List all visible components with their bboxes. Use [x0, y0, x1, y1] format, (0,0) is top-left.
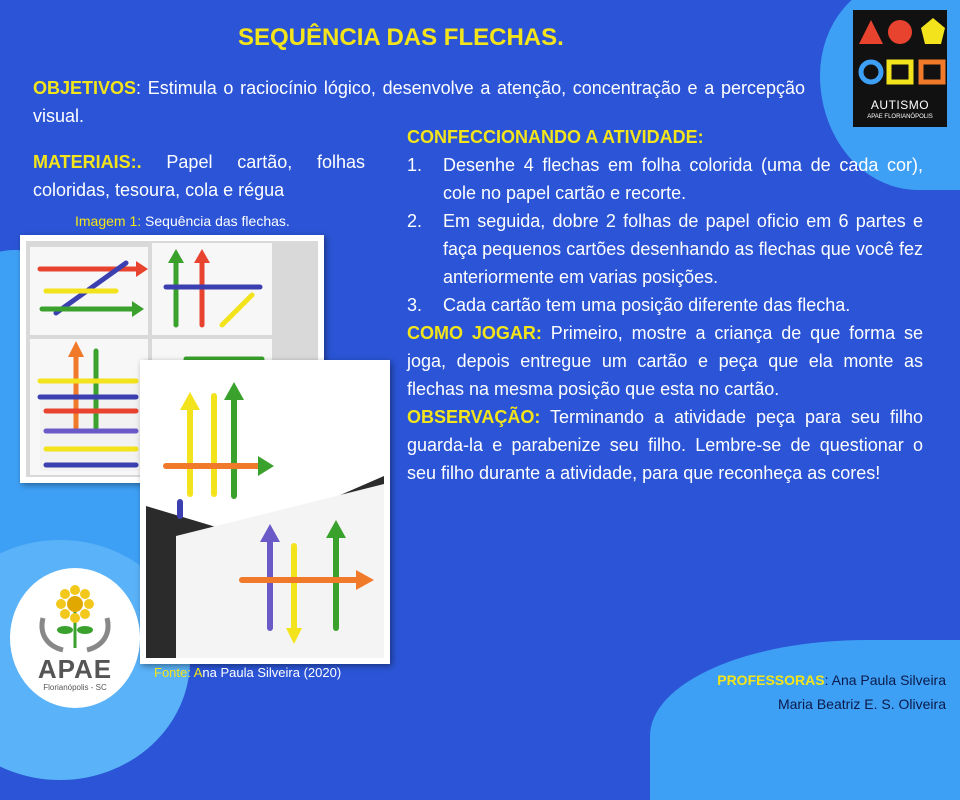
image-caption [75, 213, 290, 229]
arrow-cards-closeup-illustration [146, 366, 384, 658]
apae-logo-name: APAE [37, 654, 113, 684]
objetivos-paragraph [33, 74, 805, 130]
page-title: SEQUÊNCIA DAS FLECHAS. [238, 24, 564, 51]
arrow-cards-photo-closeup [140, 360, 390, 664]
teachers-line-1 [717, 668, 946, 692]
step-text: Desenhe 4 flechas em folha colorida (uma de cada cor), cole no papel cartão e recorte. [443, 155, 923, 203]
image-source-text: na Paula Silveira (2020) [202, 665, 342, 680]
list-item [407, 207, 923, 291]
autismo-shapes-icon [853, 10, 947, 100]
materiais-label: MATERIAIS:. [33, 152, 142, 172]
apae-flower-hands-icon [35, 582, 115, 654]
step-number: 2. [407, 211, 423, 231]
como-jogar-paragraph [407, 319, 923, 403]
apae-logo-sub: Florianópolis - SC [43, 683, 107, 692]
como-jogar-label: COMO JOGAR: [407, 323, 542, 343]
image-source-label: Fonte: A [154, 665, 203, 680]
confeccionando-title: CONFECCIONANDO A ATIVIDADE: [407, 127, 704, 147]
steps-list [407, 151, 923, 319]
autismo-logo-name: AUTISMO [870, 98, 930, 112]
image-source [154, 665, 341, 680]
step-number: 3. [407, 295, 423, 315]
autismo-logo-sub: APAE FLORIANÓPOLIS [867, 114, 933, 120]
objetivos-text: : Estimula o raciocínio lógico, desenvolve a atenção, concentração e a percepção visual. [33, 78, 805, 126]
materiais-paragraph [33, 148, 365, 204]
observacao-label: OBSERVAÇÃO: [407, 407, 541, 427]
list-item [407, 151, 923, 207]
background-shape-bottom-right [650, 640, 960, 800]
step-number: 1. [407, 155, 423, 175]
materiais-text: Papel cartão, folhas coloridas, tesoura, cola e régua [33, 152, 365, 200]
teachers-label: PROFESSORAS [717, 672, 825, 688]
image-caption-label: Imagem 1: [75, 213, 142, 229]
step-text: Em seguida, dobre 2 folhas de papel oficio em 6 partes e faça pequenos cartões desenhando as flechas que você fez anteriormente em varias posições. [443, 211, 923, 287]
teacher-name-1: : Ana Paula Silveira [824, 672, 946, 688]
apae-logo [10, 568, 140, 708]
observacao-text: Terminando a atividade peça para seu filho guarda-la e parabenize seu filho. Lembre-se de questionar o seu filho durante a atividade, para que reconheça as cores! [407, 407, 923, 483]
step-text: Cada cartão tem uma posição diferente das flecha. [443, 295, 851, 315]
objetivos-label: OBJETIVOS [33, 78, 137, 98]
observacao-paragraph [407, 403, 923, 487]
teachers-credit [717, 668, 946, 716]
teacher-name-2: Maria Beatriz E. S. Oliveira [777, 696, 946, 712]
autismo-logo [853, 10, 947, 127]
como-jogar-text: Primeiro, mostre a criança de que forma se joga, depois entregue um cartão e peça que ela monte as flechas na mesma posição que esta no cartão. [407, 323, 923, 399]
list-item [407, 291, 923, 319]
instructions-column [407, 123, 923, 487]
image-caption-text: Sequência das flechas. [141, 213, 290, 229]
